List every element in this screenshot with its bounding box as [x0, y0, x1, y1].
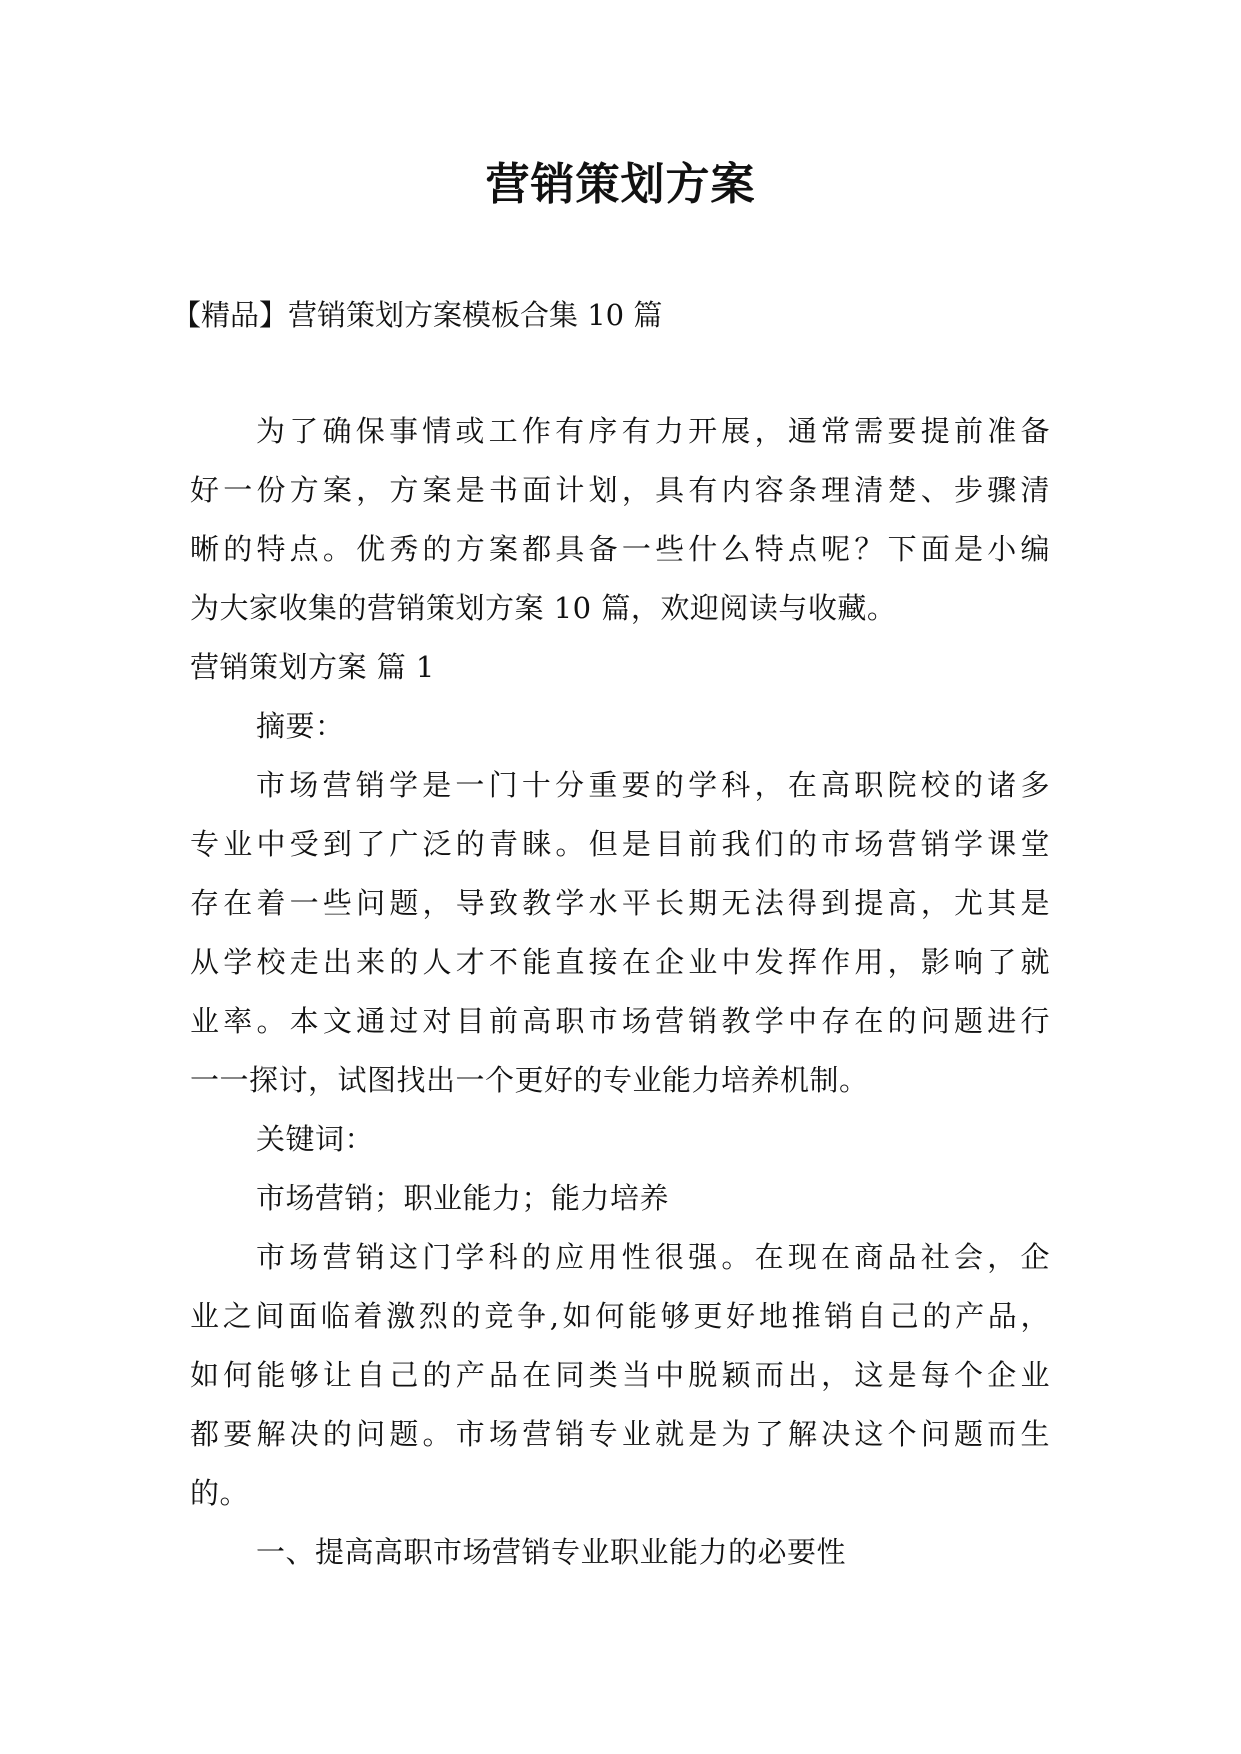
body-line: 为了确保事情或工作有序有力开展，通常需要提前准备 [256, 414, 1050, 448]
body-line: 的。 [190, 1476, 250, 1510]
document-title: 营销策划方案 [485, 159, 756, 210]
body-line: 专业中受到了广泛的青睐。但是目前我们的市场营销学课堂 [190, 827, 1050, 861]
body-line: 摘要： [256, 709, 345, 743]
document-body [190, 411, 1050, 1591]
body-line: 一、提高高职市场营销专业职业能力的必要性 [256, 1535, 847, 1569]
body-line: 市场营销学是一门十分重要的学科，在高职院校的诸多 [256, 768, 1050, 802]
body-line: 如何能够让自己的产品在同类当中脱颖而出，这是每个企业 [190, 1358, 1050, 1392]
body-line: 关键词： [256, 1122, 375, 1156]
body-line: 为大家收集的营销策划方案 10 篇，欢迎阅读与收藏。 [190, 591, 897, 625]
body-line: 营销策划方案 篇 1 [190, 650, 435, 684]
body-line: 业之间面临着激烈的竞争,如何能够更好地推销自己的产品， [190, 1299, 1050, 1333]
body-line: 都要解决的问题。市场营销专业就是为了解决这个问题而生 [190, 1417, 1050, 1451]
body-line: 晰的特点。优秀的方案都具备一些什么特点呢？下面是小编 [190, 532, 1050, 566]
body-line: 一一探讨，试图找出一个更好的专业能力培养机制。 [190, 1063, 869, 1097]
body-line: 市场营销这门学科的应用性很强。在现在商品社会，企 [256, 1240, 1050, 1274]
body-line: 好一份方案，方案是书面计划，具有内容条理清楚、步骤清 [190, 473, 1050, 507]
body-line: 存在着一些问题，导致教学水平长期无法得到提高，尤其是 [190, 886, 1050, 920]
body-line: 从学校走出来的人才不能直接在企业中发挥作用，影响了就 [190, 945, 1050, 979]
document-subtitle: 【精品】营销策划方案模板合集 10 篇 [172, 298, 663, 332]
body-line: 业率。本文通过对目前高职市场营销教学中存在的问题进行 [190, 1004, 1050, 1038]
body-line: 市场营销；职业能力；能力培养 [256, 1181, 670, 1215]
